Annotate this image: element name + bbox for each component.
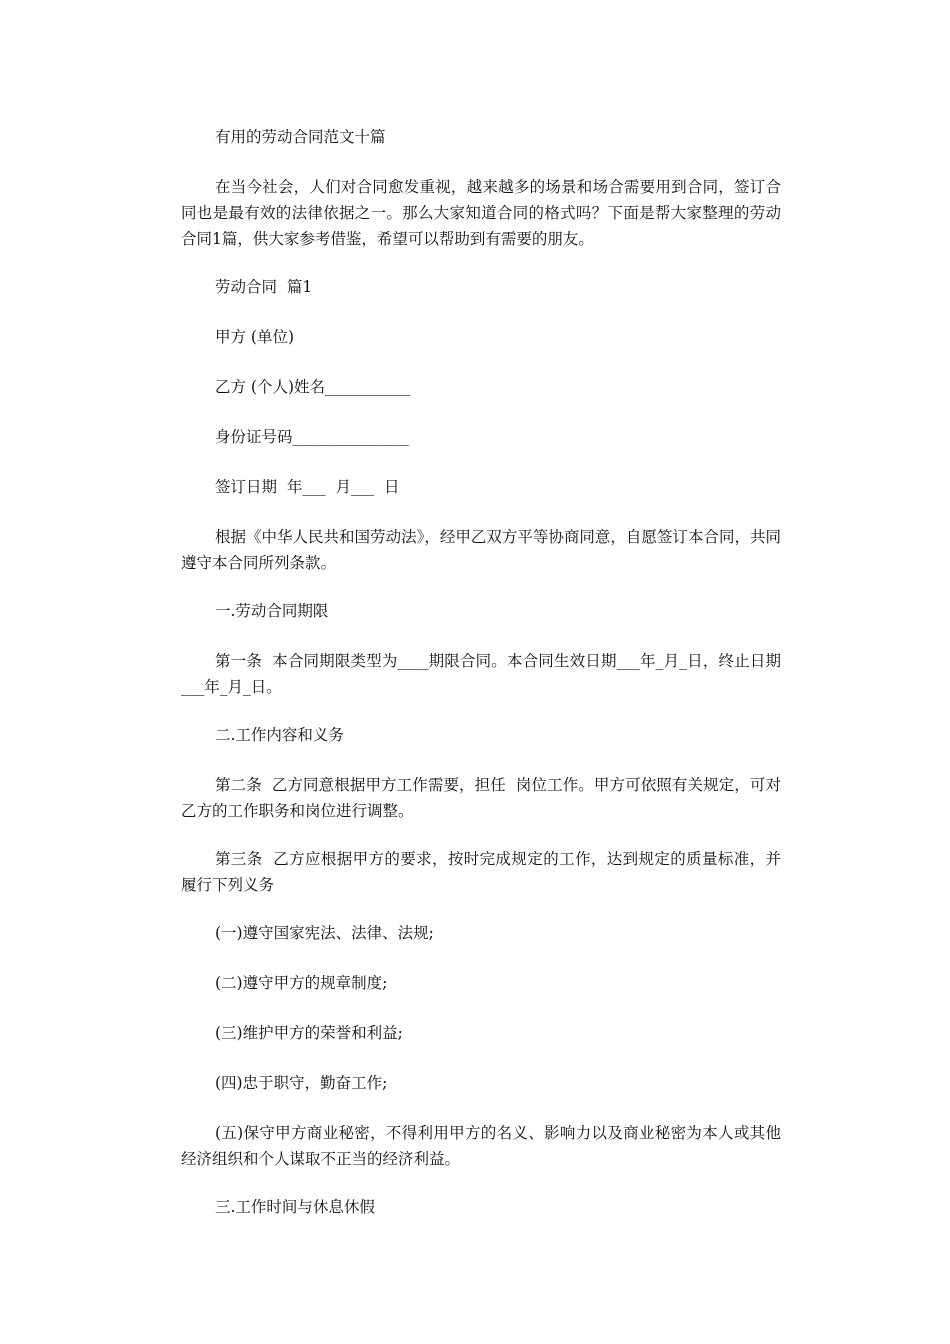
article-3: 第三条 乙方应根据甲方的要求，按时完成规定的工作，达到规定的质量标准，并履行下列义务 — [181, 850, 781, 894]
duty-item-5: (五)保守甲方商业秘密，不得利用甲方的名义、影响力以及商业秘密为本人或其他经济组织和个人谋取不正当的经济利益。 — [181, 1124, 781, 1168]
sign-date-line: 签订日期 年___ 月___ 日 — [215, 478, 400, 496]
duty-item-3: (三)维护甲方的荣誉和利益; — [215, 1024, 403, 1042]
heading-work-hours: 三.工作时间与休息休假 — [215, 1198, 375, 1216]
party-b-line: 乙方 (个人)姓名___________ — [215, 378, 411, 396]
duty-item-2: (二)遵守甲方的规章制度; — [215, 974, 388, 992]
id-number-line: 身份证号码_______________ — [215, 428, 409, 446]
article-1: 第一条 本合同期限类型为____期限合同。本合同生效日期___年_月_日，终止日期___年_月_日。 — [181, 652, 781, 696]
party-a-line: 甲方 (单位) — [215, 328, 295, 346]
preamble-paragraph: 根据《中华人民共和国劳动法》，经甲乙双方平等协商同意，自愿签订本合同，共同遵守本合同所列条款。 — [181, 528, 781, 572]
document-title: 有用的劳动合同范文十篇 — [215, 128, 386, 146]
heading-contract-term: 一.劳动合同期限 — [215, 602, 329, 620]
heading-work-duties: 二.工作内容和义务 — [215, 726, 344, 744]
duty-item-1: (一)遵守国家宪法、法律、法规; — [215, 924, 434, 942]
intro-paragraph: 在当今社会，人们对合同愈发重视，越来越多的场景和场合需要用到合同，签订合同也是最有效的法律依据之一。那么大家知道合同的格式吗？下面是帮大家整理的劳动合同1篇，供大家参考借鉴，希望可以帮助到有需要的朋友。 — [181, 178, 781, 248]
section-heading: 劳动合同 篇1 — [215, 278, 313, 296]
duty-item-4: (四)忠于职守，勤奋工作; — [215, 1074, 388, 1092]
article-2: 第二条 乙方同意根据甲方工作需要，担任 岗位工作。甲方可依照有关规定，可对乙方的工作职务和岗位进行调整。 — [181, 776, 781, 820]
